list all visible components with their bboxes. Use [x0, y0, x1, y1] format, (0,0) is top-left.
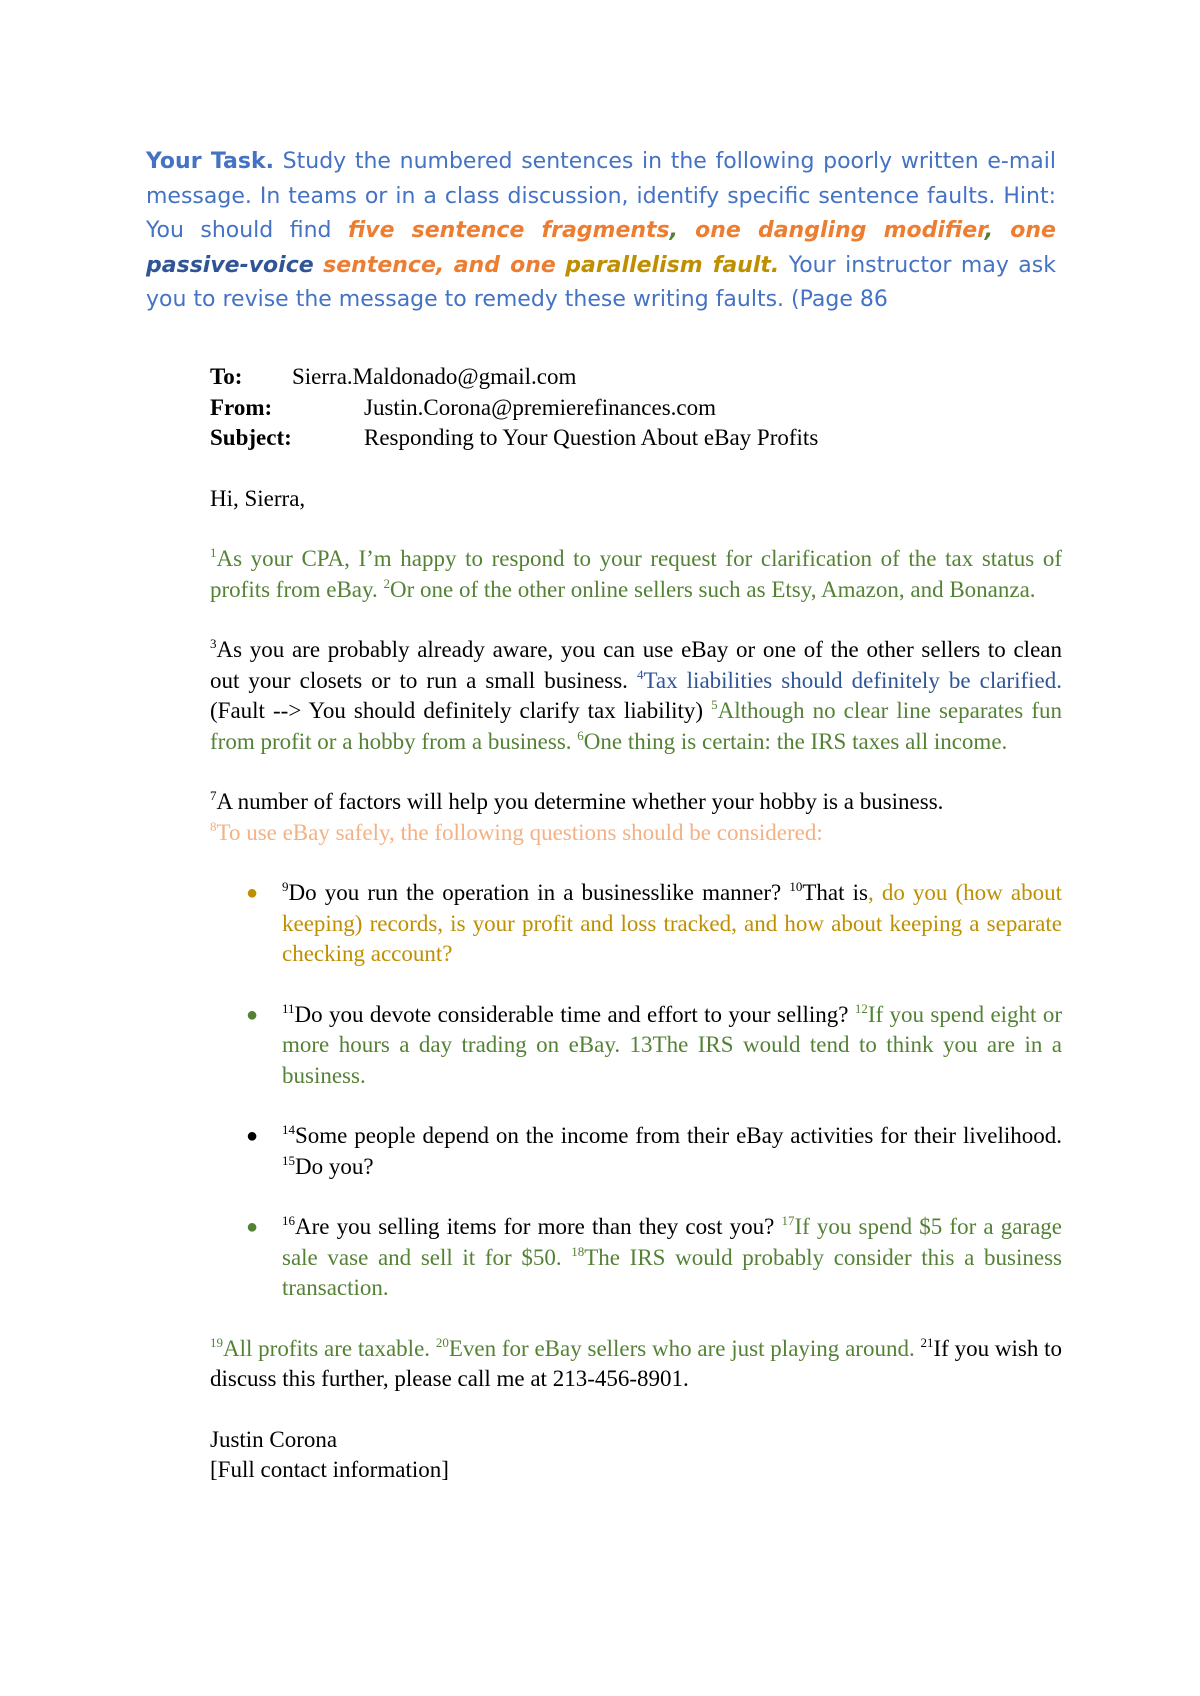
sentence-number: 6 — [577, 727, 584, 743]
list-item — [210, 1000, 1062, 1092]
hint-dangling: one dangling modifier — [695, 218, 985, 243]
sentence-17: If you spend $5 for a garage sale vase and sell it for $50. — [282, 1214, 1062, 1270]
sentence-5: Although no clear line separates fun from profit or a hobby from a business. — [210, 698, 1062, 754]
sentence-number: 16 — [282, 1213, 295, 1228]
sentence-1: As your CPA, I’m happy to respond to your request for clarification of the tax status of profits from eBay. — [210, 546, 1062, 602]
sentence-number: 2 — [383, 575, 391, 591]
sentence-number: 5 — [711, 697, 718, 712]
sentence-number: 1 — [210, 545, 217, 560]
subject-row — [210, 423, 1062, 454]
task-text: Study the numbered sentences in the following poorly written e-mail message. In teams or in a class discussion, identify specific sentence faults. Hint: You should find — [146, 149, 1057, 243]
sentence-9: Do you run the operation in a businesslike manner? — [288, 880, 790, 905]
sentence-number: 9 — [282, 879, 289, 894]
from-row — [210, 393, 1062, 424]
sentence-number: 4 — [636, 666, 644, 682]
list-item — [210, 878, 1062, 970]
to-row — [210, 362, 1062, 393]
task-text-end: Your instructor may ask you to revise the message to remedy these writing faults. (Page 86 — [146, 252, 1056, 312]
sentence-14: Some people depend on the income from their eBay activities for their livelihood. — [295, 1123, 1062, 1148]
sentence-21: If you wish to discuss this further, please call me at 213-456-8901. — [210, 1335, 1062, 1391]
from-value: Justin.Corona@premierefinances.com — [364, 394, 717, 420]
sentence-4: Tax liabilities should definitely be clarified. — [643, 667, 1062, 693]
hint-sentence: sentence, — [323, 252, 445, 278]
email-letter — [210, 362, 1062, 1486]
bullet-icon: ● — [246, 882, 259, 904]
sentence-7: A number of factors will help you determine whether your hobby is a business. — [216, 789, 944, 814]
sentence-12: If you spend eight or more hours a day trading on eBay. 13The IRS would tend to think you are in a business. — [282, 1001, 1062, 1088]
paragraph-2 — [210, 635, 1062, 757]
hint-sep — [556, 253, 565, 278]
sentence-8: To use eBay safely, the following questions should be considered: — [216, 819, 823, 845]
sentence-10: , do you (how about keeping) records, is your profit and loss tracked, and how about keeping a separate checking account? — [282, 880, 1062, 966]
bullet-icon: ● — [246, 1125, 259, 1147]
hint-fragments: five sentence fragments — [347, 218, 670, 243]
sentence-10-start: That is — [802, 880, 868, 905]
task-instructions — [146, 145, 1056, 318]
sentence-number: 11 — [282, 1000, 295, 1016]
hint-sep: , — [669, 218, 696, 243]
hint-parallelism: parallelism fault. — [565, 252, 780, 278]
bullet-icon: ● — [246, 1216, 259, 1238]
hint-sep: , — [984, 218, 1011, 243]
fault-note: (Fault --> You should definitely clarify tax liability) — [210, 698, 712, 723]
sentence-16: Are you selling items for more than they cost you? — [295, 1214, 782, 1239]
sentence-20: Even for eBay sellers who are just playing around. — [448, 1335, 921, 1361]
sentence-number: 10 — [789, 879, 803, 894]
subject-label: Subject: — [210, 425, 292, 450]
sentence-6: One thing is certain: the IRS taxes all income. — [583, 728, 1008, 754]
sentence-number: 8 — [210, 818, 217, 834]
sentence-19: All profits are taxable. — [223, 1335, 436, 1361]
paragraph-4 — [210, 1334, 1062, 1395]
hint-passive: passive-voice — [146, 252, 314, 278]
from-label: From: — [210, 394, 273, 420]
sentence-number: 20 — [435, 1334, 449, 1350]
signature-name: Justin Corona — [210, 1426, 338, 1452]
to-label: To: — [210, 364, 243, 389]
sentence-number: 18 — [571, 1243, 585, 1259]
list-item — [210, 1212, 1062, 1304]
hint-one: one — [1010, 218, 1056, 243]
sentence-2: Or one of the other online sellers such as Etsy, Amazon, and Bonanza. — [390, 576, 1036, 602]
paragraph-3 — [210, 787, 1062, 848]
hint-and-one: and one — [453, 252, 556, 278]
sentence-18: The IRS would probably consider this a business transaction. — [282, 1244, 1062, 1300]
paragraph-1 — [210, 544, 1062, 605]
sentence-number: 14 — [282, 1122, 295, 1137]
bullet-icon: ● — [246, 1003, 259, 1026]
to-value: Sierra.Maldonado@gmail.com — [292, 364, 577, 389]
signature-contact: [Full contact information] — [210, 1457, 449, 1482]
sentence-number: 12 — [854, 1000, 868, 1016]
sentence-number: 21 — [920, 1334, 934, 1350]
sentence-3: As you are probably already aware, you can use eBay or one of the other sellers to clean out your closets or to run a small business. — [210, 637, 1062, 693]
list-item — [210, 1121, 1062, 1182]
sentence-11: Do you devote considerable time and effort to your selling? — [294, 1001, 855, 1027]
subject-value: Responding to Your Question About eBay Profits — [364, 425, 819, 450]
sentence-number: 17 — [781, 1213, 795, 1228]
sentence-number: 19 — [210, 1334, 223, 1350]
sentence-number: 15 — [282, 1152, 295, 1168]
sentence-number: 3 — [210, 636, 217, 651]
greeting: Hi, Sierra, — [210, 485, 306, 511]
sentence-number: 7 — [210, 788, 217, 803]
hint-sep — [444, 253, 453, 278]
task-lead: Your Task. — [146, 149, 274, 174]
question-list — [210, 878, 1062, 1304]
hint-sep — [314, 253, 323, 278]
sentence-15: Do you? — [295, 1153, 374, 1179]
